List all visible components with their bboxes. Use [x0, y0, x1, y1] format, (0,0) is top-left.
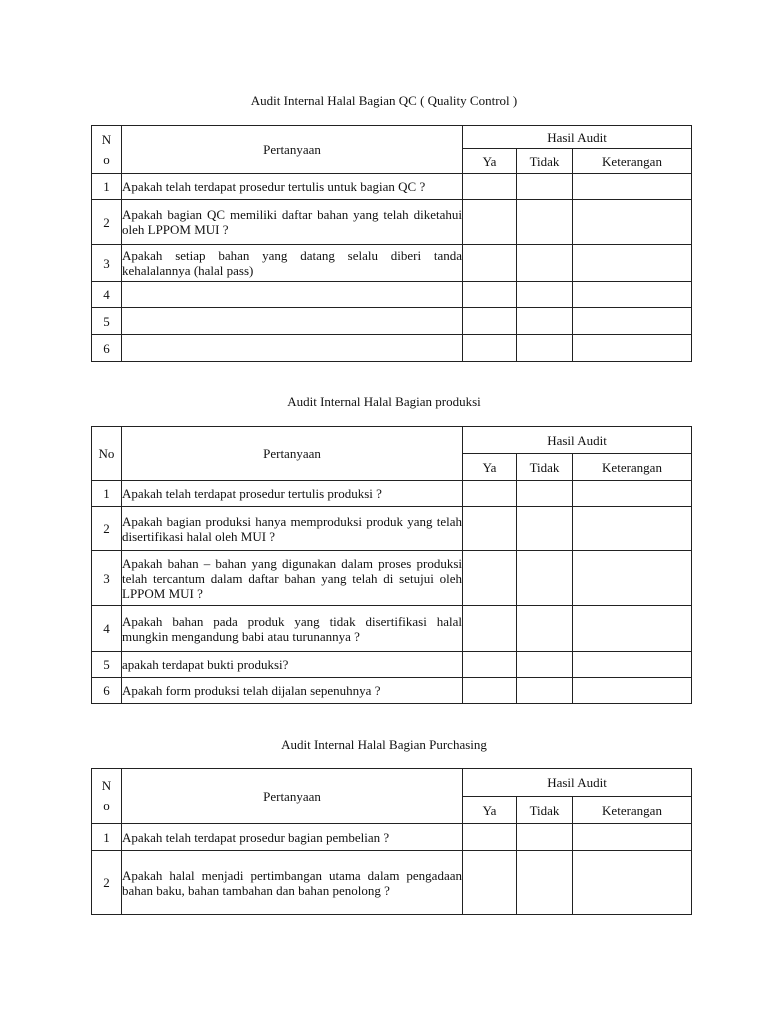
answer-no-cell[interactable]: [517, 507, 573, 551]
row-number: 6: [92, 678, 122, 704]
table-row: [92, 308, 692, 335]
answer-no-cell[interactable]: [517, 851, 573, 915]
table-row: [92, 174, 692, 200]
header-no: No: [92, 769, 122, 824]
row-number: 3: [92, 245, 122, 282]
row-question: [122, 308, 463, 335]
header-audit-result: Hasil Audit: [463, 769, 692, 797]
row-number: 1: [92, 174, 122, 200]
header-question: Pertanyaan: [122, 769, 463, 824]
notes-cell[interactable]: [573, 507, 692, 551]
answer-no-cell[interactable]: [517, 200, 573, 245]
answer-yes-cell[interactable]: [463, 507, 517, 551]
row-question: Apakah bahan pada produk yang tidak disertifikasi halal mungkin mengandung babi atau turunannya ?: [122, 606, 463, 652]
answer-yes-cell[interactable]: [463, 851, 517, 915]
table-row: [92, 551, 692, 606]
notes-cell[interactable]: [573, 824, 692, 851]
notes-cell[interactable]: [573, 174, 692, 200]
table-row: [92, 824, 692, 851]
header-question: Pertanyaan: [122, 427, 463, 481]
section-title-production: Audit Internal Halal Bagian produksi: [287, 394, 481, 409]
row-number: 1: [92, 481, 122, 507]
header-no: No: [92, 126, 122, 174]
row-number: 2: [92, 507, 122, 551]
table-row: [92, 282, 692, 308]
row-number: 6: [92, 335, 122, 362]
row-number: 2: [92, 851, 122, 915]
header-question: Pertanyaan: [122, 126, 463, 174]
row-question: Apakah form produksi telah dijalan sepenuhnya ?: [122, 678, 463, 704]
table-row: [92, 245, 692, 282]
answer-no-cell[interactable]: [517, 551, 573, 606]
answer-yes-cell[interactable]: [463, 200, 517, 245]
answer-no-cell[interactable]: [517, 245, 573, 282]
table-row: [92, 335, 692, 362]
header-audit-result: Hasil Audit: [463, 126, 692, 149]
header-notes: Keterangan: [573, 149, 692, 174]
section-title-purchasing: Audit Internal Halal Bagian Purchasing: [281, 737, 487, 752]
answer-yes-cell[interactable]: [463, 606, 517, 652]
audit-table-production: [91, 426, 692, 704]
row-number: 4: [92, 282, 122, 308]
table-row: [92, 678, 692, 704]
row-question: Apakah setiap bahan yang datang selalu diberi tanda kehalalannya (halal pass): [122, 245, 463, 282]
answer-no-cell[interactable]: [517, 824, 573, 851]
notes-cell[interactable]: [573, 308, 692, 335]
row-question: [122, 282, 463, 308]
answer-no-cell[interactable]: [517, 282, 573, 308]
notes-cell[interactable]: [573, 551, 692, 606]
answer-no-cell[interactable]: [517, 678, 573, 704]
row-number: 4: [92, 606, 122, 652]
row-number: 5: [92, 652, 122, 678]
table-row: [92, 851, 692, 915]
answer-yes-cell[interactable]: [463, 335, 517, 362]
header-no-answer: Tidak: [517, 454, 573, 481]
answer-yes-cell[interactable]: [463, 652, 517, 678]
table-row: [92, 507, 692, 551]
notes-cell[interactable]: [573, 851, 692, 915]
notes-cell[interactable]: [573, 678, 692, 704]
answer-no-cell[interactable]: [517, 335, 573, 362]
row-question: Apakah telah terdapat prosedur tertulis produksi ?: [122, 481, 463, 507]
notes-cell[interactable]: [573, 200, 692, 245]
answer-yes-cell[interactable]: [463, 245, 517, 282]
answer-yes-cell[interactable]: [463, 308, 517, 335]
answer-no-cell[interactable]: [517, 174, 573, 200]
section-title-qc: Audit Internal Halal Bagian QC ( Quality Control ): [250, 93, 518, 108]
row-question: Apakah telah terdapat prosedur tertulis untuk bagian QC ?: [122, 174, 463, 200]
notes-cell[interactable]: [573, 652, 692, 678]
notes-cell[interactable]: [573, 245, 692, 282]
row-question: Apakah bagian QC memiliki daftar bahan yang telah diketahui oleh LPPOM MUI ?: [122, 200, 463, 245]
answer-yes-cell[interactable]: [463, 824, 517, 851]
answer-yes-cell[interactable]: [463, 282, 517, 308]
header-yes: Ya: [463, 797, 517, 824]
row-question: Apakah telah terdapat prosedur bagian pembelian ?: [122, 824, 463, 851]
answer-no-cell[interactable]: [517, 652, 573, 678]
notes-cell[interactable]: [573, 481, 692, 507]
table-row: [92, 200, 692, 245]
table-row: [92, 606, 692, 652]
header-no-answer: Tidak: [517, 797, 573, 824]
header-notes: Keterangan: [573, 797, 692, 824]
answer-yes-cell[interactable]: [463, 551, 517, 606]
notes-cell[interactable]: [573, 335, 692, 362]
header-no-answer: Tidak: [517, 149, 573, 174]
row-number: 5: [92, 308, 122, 335]
notes-cell[interactable]: [573, 282, 692, 308]
row-question: apakah terdapat bukti produksi?: [122, 652, 463, 678]
answer-no-cell[interactable]: [517, 606, 573, 652]
answer-yes-cell[interactable]: [463, 481, 517, 507]
table-row: [92, 481, 692, 507]
header-no: No: [92, 427, 122, 481]
header-yes: Ya: [463, 454, 517, 481]
audit-table-qc: [91, 125, 692, 362]
notes-cell[interactable]: [573, 606, 692, 652]
answer-yes-cell[interactable]: [463, 678, 517, 704]
row-number: 2: [92, 200, 122, 245]
header-yes: Ya: [463, 149, 517, 174]
table-row: [92, 652, 692, 678]
row-question: Apakah halal menjadi pertimbangan utama dalam pengadaan bahan baku, bahan tambahan dan bahan penolong ?: [122, 851, 463, 915]
row-number: 1: [92, 824, 122, 851]
answer-no-cell[interactable]: [517, 481, 573, 507]
answer-yes-cell[interactable]: [463, 174, 517, 200]
row-question: [122, 335, 463, 362]
row-number: 3: [92, 551, 122, 606]
audit-table-purchasing: [91, 768, 692, 915]
answer-no-cell[interactable]: [517, 308, 573, 335]
header-audit-result: Hasil Audit: [463, 427, 692, 454]
header-notes: Keterangan: [573, 454, 692, 481]
row-question: Apakah bagian produksi hanya memproduksi produk yang telah disertifikasi halal oleh MUI ?: [122, 507, 463, 551]
row-question: Apakah bahan – bahan yang digunakan dalam proses produksi telah tercantum dalam daftar bahan yang telah di setujui oleh LPPOM MUI ?: [122, 551, 463, 606]
